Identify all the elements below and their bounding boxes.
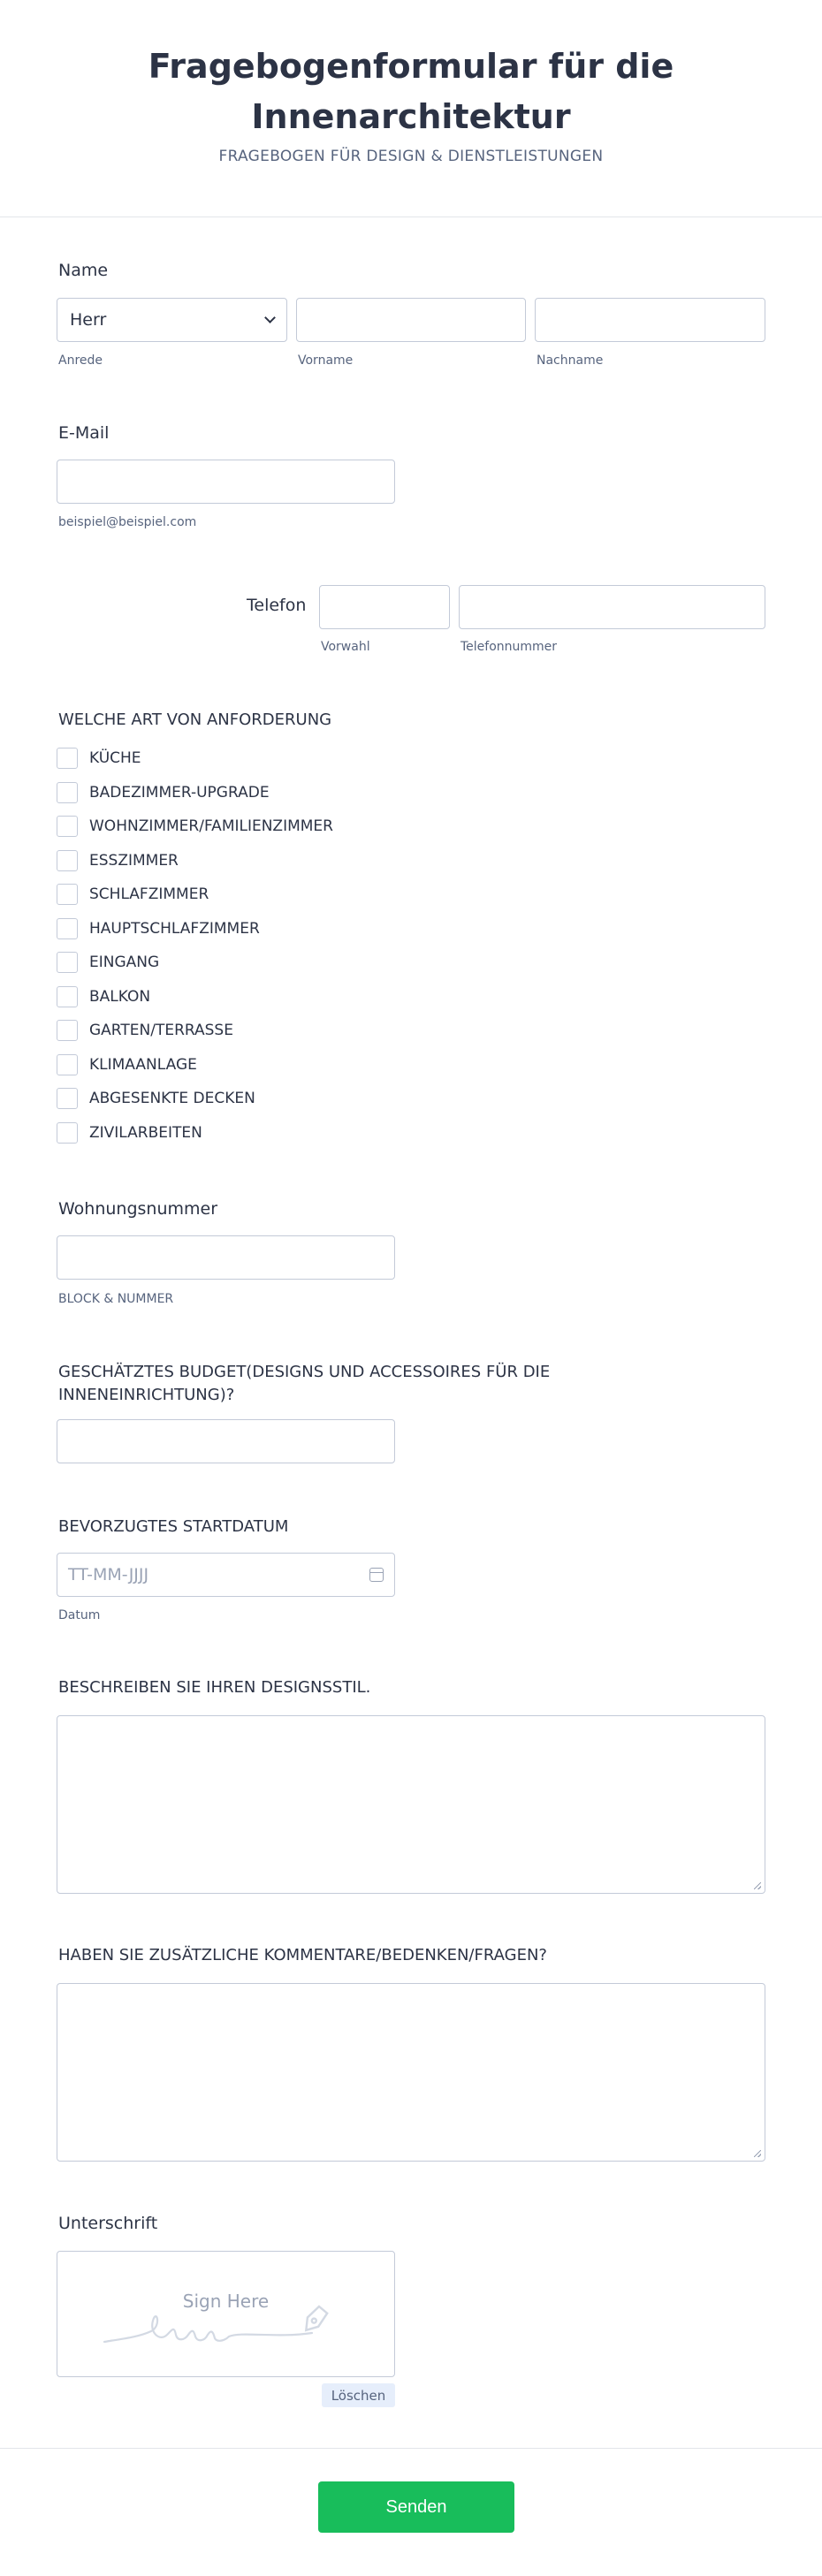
requirements-checkbox-list [57,741,333,1150]
signature-scribble-icon [100,2296,365,2349]
email-label: E-Mail [58,423,110,443]
checkbox[interactable] [57,1054,78,1075]
chevron-down-icon [264,312,276,323]
checkbox[interactable] [57,986,78,1007]
apartment-sublabel: BLOCK & NUMMER [58,1292,174,1306]
signature-pad[interactable] [57,2251,395,2377]
apartment-label: Wohnungsnummer [58,1199,218,1219]
checkbox-option[interactable]: KÜCHE [57,741,333,776]
checkbox[interactable] [57,850,78,871]
area-code-sublabel: Vorwahl [321,640,370,654]
salutation-select[interactable] [57,298,287,342]
budget-label [58,1361,550,1407]
budget-label-line2: INNENEINRICHTUNG)? [58,1386,235,1404]
last-name-input[interactable] [535,298,765,342]
name-label: Name [58,261,109,280]
checkbox[interactable] [57,782,78,803]
checkbox-option[interactable]: SCHLAFZIMMER [57,878,333,912]
design-style-label: BESCHREIBEN SIE IHREN DESIGNSSTIL. [58,1678,371,1697]
checkbox[interactable] [57,1122,78,1144]
checkbox-option[interactable]: BALKON [57,980,333,1014]
checkbox-option[interactable]: BADEZIMMER-UPGRADE [57,776,333,810]
checkbox-option[interactable]: EINGANG [57,946,333,980]
resize-handle-icon[interactable] [754,1882,761,1889]
start-date-sublabel: Datum [58,1608,101,1622]
checkbox-option[interactable]: KLIMAANLAGE [57,1048,333,1083]
start-date-placeholder: TT-MM-JJJJ [68,1565,149,1584]
salutation-sublabel: Anrede [58,353,103,368]
email-input[interactable] [57,460,395,504]
last-name-sublabel: Nachname [537,353,604,368]
area-code-input[interactable] [319,585,450,629]
design-style-textarea[interactable] [57,1715,765,1894]
resize-handle-icon[interactable] [754,2150,761,2157]
checkbox[interactable] [57,918,78,939]
phone-number-input[interactable] [459,585,765,629]
salutation-value: Herr [70,310,107,330]
checkbox[interactable] [57,748,78,769]
email-sublabel: beispiel@beispiel.com [58,515,197,529]
requirements-label: WELCHE ART VON ANFORDERUNG [58,710,332,729]
comments-textarea[interactable] [57,1983,765,2162]
first-name-input[interactable] [296,298,526,342]
footer-divider [0,2448,822,2449]
form-header [0,0,822,217]
clear-signature-button[interactable]: Löschen [322,2383,395,2407]
checkbox-option[interactable]: HAUPTSCHLAFZIMMER [57,912,333,946]
start-date-label: BEVORZUGTES STARTDATUM [58,1517,289,1536]
checkbox[interactable] [57,884,78,905]
comments-label: HABEN SIE ZUSÄTZLICHE KOMMENTARE/BEDENKEN/FRAGEN? [58,1946,547,1964]
checkbox[interactable] [57,1020,78,1041]
budget-label-line1: GESCHÄTZTES BUDGET(DESIGNS UND ACCESSOIRES FÜR DIE [58,1363,551,1381]
checkbox-option[interactable]: ZIVILARBEITEN [57,1116,333,1151]
checkbox-option[interactable]: GARTEN/TERRASSE [57,1014,333,1048]
calendar-icon[interactable] [369,1568,384,1582]
first-name-sublabel: Vorname [298,353,354,368]
form-title [0,0,822,142]
apartment-input[interactable] [57,1235,395,1280]
form-subtitle: FRAGEBOGEN FÜR DESIGN & DIENSTLEISTUNGEN [218,148,604,165]
form-title-line1: Fragebogenformular für die [148,47,674,86]
checkbox[interactable] [57,1088,78,1109]
phone-number-sublabel: Telefonnummer [460,640,558,654]
checkbox[interactable] [57,952,78,973]
signature-label: Unterschrift [58,2214,158,2233]
budget-input[interactable] [57,1419,395,1463]
signature-placeholder: Sign Here [182,2291,270,2312]
checkbox-option[interactable]: ABGESENKTE DECKEN [57,1082,333,1116]
checkbox[interactable] [57,816,78,837]
checkbox-option[interactable]: WOHNZIMMER/FAMILIENZIMMER [57,809,333,844]
form-title-line2: Innenarchitektur [251,97,571,136]
start-date-input[interactable] [57,1553,395,1597]
checkbox-option[interactable]: ESSZIMMER [57,844,333,878]
phone-label: Telefon [247,596,307,615]
submit-button[interactable]: Senden [318,2481,514,2533]
